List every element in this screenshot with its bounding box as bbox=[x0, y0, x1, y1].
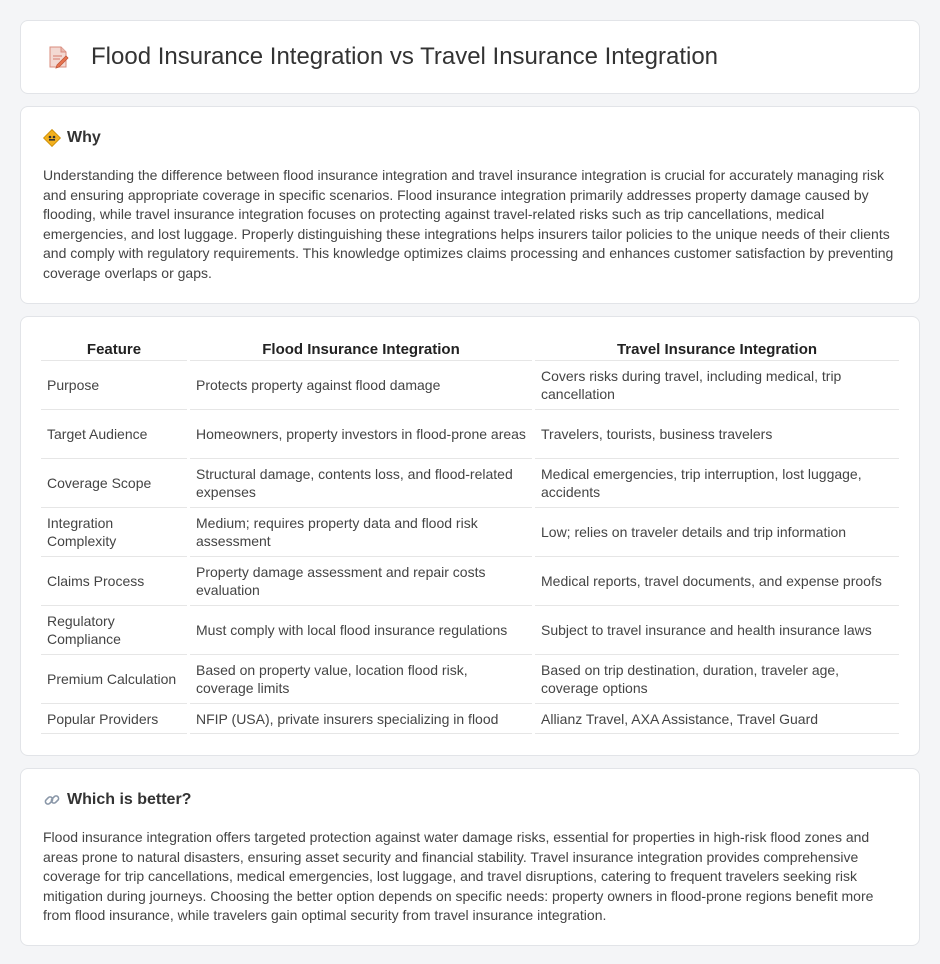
table-cell-flood: Medium; requires property data and flood risk assessment bbox=[190, 508, 532, 557]
table-cell-feature: Claims Process bbox=[41, 557, 187, 606]
table-cell-feature: Popular Providers bbox=[41, 704, 187, 734]
table-cell-travel: Low; relies on traveler details and trip information bbox=[535, 508, 899, 557]
title-card bbox=[20, 20, 920, 94]
table-cell-flood: Structural damage, contents loss, and flood-related expenses bbox=[190, 459, 532, 508]
table-cell-feature: Target Audience bbox=[41, 410, 187, 459]
table-row bbox=[41, 508, 899, 557]
table-cell-flood: NFIP (USA), private insurers specializing in flood bbox=[190, 704, 532, 734]
table-cell-flood: Protects property against flood damage bbox=[190, 361, 532, 410]
table-cell-feature: Coverage Scope bbox=[41, 459, 187, 508]
table-cell-feature: Integration Complexity bbox=[41, 508, 187, 557]
header-flood: Flood Insurance Integration bbox=[190, 337, 532, 361]
which-is-better-section bbox=[20, 768, 920, 946]
table-cell-travel: Travelers, tourists, business travelers bbox=[535, 410, 899, 459]
table-row bbox=[41, 557, 899, 606]
table-cell-flood: Property damage assessment and repair costs evaluation bbox=[190, 557, 532, 606]
page-title: Flood Insurance Integration vs Travel Insurance Integration bbox=[91, 43, 719, 70]
why-heading bbox=[43, 129, 897, 147]
table-header-row bbox=[41, 337, 899, 361]
table-row bbox=[41, 361, 899, 410]
table-cell-travel: Medical emergencies, trip interruption, lost luggage, accidents bbox=[535, 459, 899, 508]
comparison-table-card bbox=[20, 316, 920, 756]
warning-sign-icon bbox=[43, 129, 61, 147]
table-cell-flood: Homeowners, property investors in flood-prone areas bbox=[190, 410, 532, 459]
document-pen-icon bbox=[45, 44, 71, 70]
table-cell-feature: Regulatory Compliance bbox=[41, 606, 187, 655]
comparison-table bbox=[38, 337, 902, 734]
better-heading-text: Which is better? bbox=[67, 791, 192, 808]
table-row bbox=[41, 606, 899, 655]
header-travel: Travel Insurance Integration bbox=[535, 337, 899, 361]
table-cell-travel: Based on trip destination, duration, traveler age, coverage options bbox=[535, 655, 899, 704]
table-row bbox=[41, 655, 899, 704]
table-cell-travel: Covers risks during travel, including medical, trip cancellation bbox=[535, 361, 899, 410]
table-row bbox=[41, 704, 899, 734]
link-icon bbox=[43, 791, 61, 809]
table-cell-feature: Premium Calculation bbox=[41, 655, 187, 704]
table-cell-travel: Allianz Travel, AXA Assistance, Travel Guard bbox=[535, 704, 899, 734]
table-cell-flood: Must comply with local flood insurance regulations bbox=[190, 606, 532, 655]
table-cell-feature: Purpose bbox=[41, 361, 187, 410]
why-paragraph: Understanding the difference between flood insurance integration and travel insurance integration is crucial for accurately managing risk and ensuring appropriate coverage in specific scenarios. Flood insurance integration primarily addresses property damage caused by flooding, while travel insurance integration focuses on protecting against travel-related risks such as trip cancellations, medical emergencies, and lost luggage. Properly distinguishing these integrations helps insurers tailor policies to the unique needs of their clients and comply with regulatory requirements. This knowledge optimizes claims processing and enhances customer satisfaction by preventing coverage overlaps or gaps. bbox=[43, 167, 894, 281]
better-heading bbox=[43, 791, 897, 809]
table-row bbox=[41, 410, 899, 459]
table-cell-travel: Subject to travel insurance and health insurance laws bbox=[535, 606, 899, 655]
better-paragraph: Flood insurance integration offers targeted protection against water damage risks, essential for properties in high-risk flood zones and areas prone to natural disasters, ensuring asset security and financial stability. Travel insurance integration provides comprehensive coverage for trip cancellations, medical emergencies, lost luggage, and travel disruptions, catering to frequent travelers seeking risk mitigation during journeys. Choosing the better option depends on specific needs: property owners in flood-prone regions benefit more from flood insurance, while travelers gain optimal security from travel insurance integration. bbox=[43, 829, 874, 923]
header-feature: Feature bbox=[41, 337, 187, 361]
table-row bbox=[41, 459, 899, 508]
table-cell-flood: Based on property value, location flood risk, coverage limits bbox=[190, 655, 532, 704]
why-heading-text: Why bbox=[67, 129, 101, 146]
why-section bbox=[20, 106, 920, 304]
table-cell-travel: Medical reports, travel documents, and expense proofs bbox=[535, 557, 899, 606]
